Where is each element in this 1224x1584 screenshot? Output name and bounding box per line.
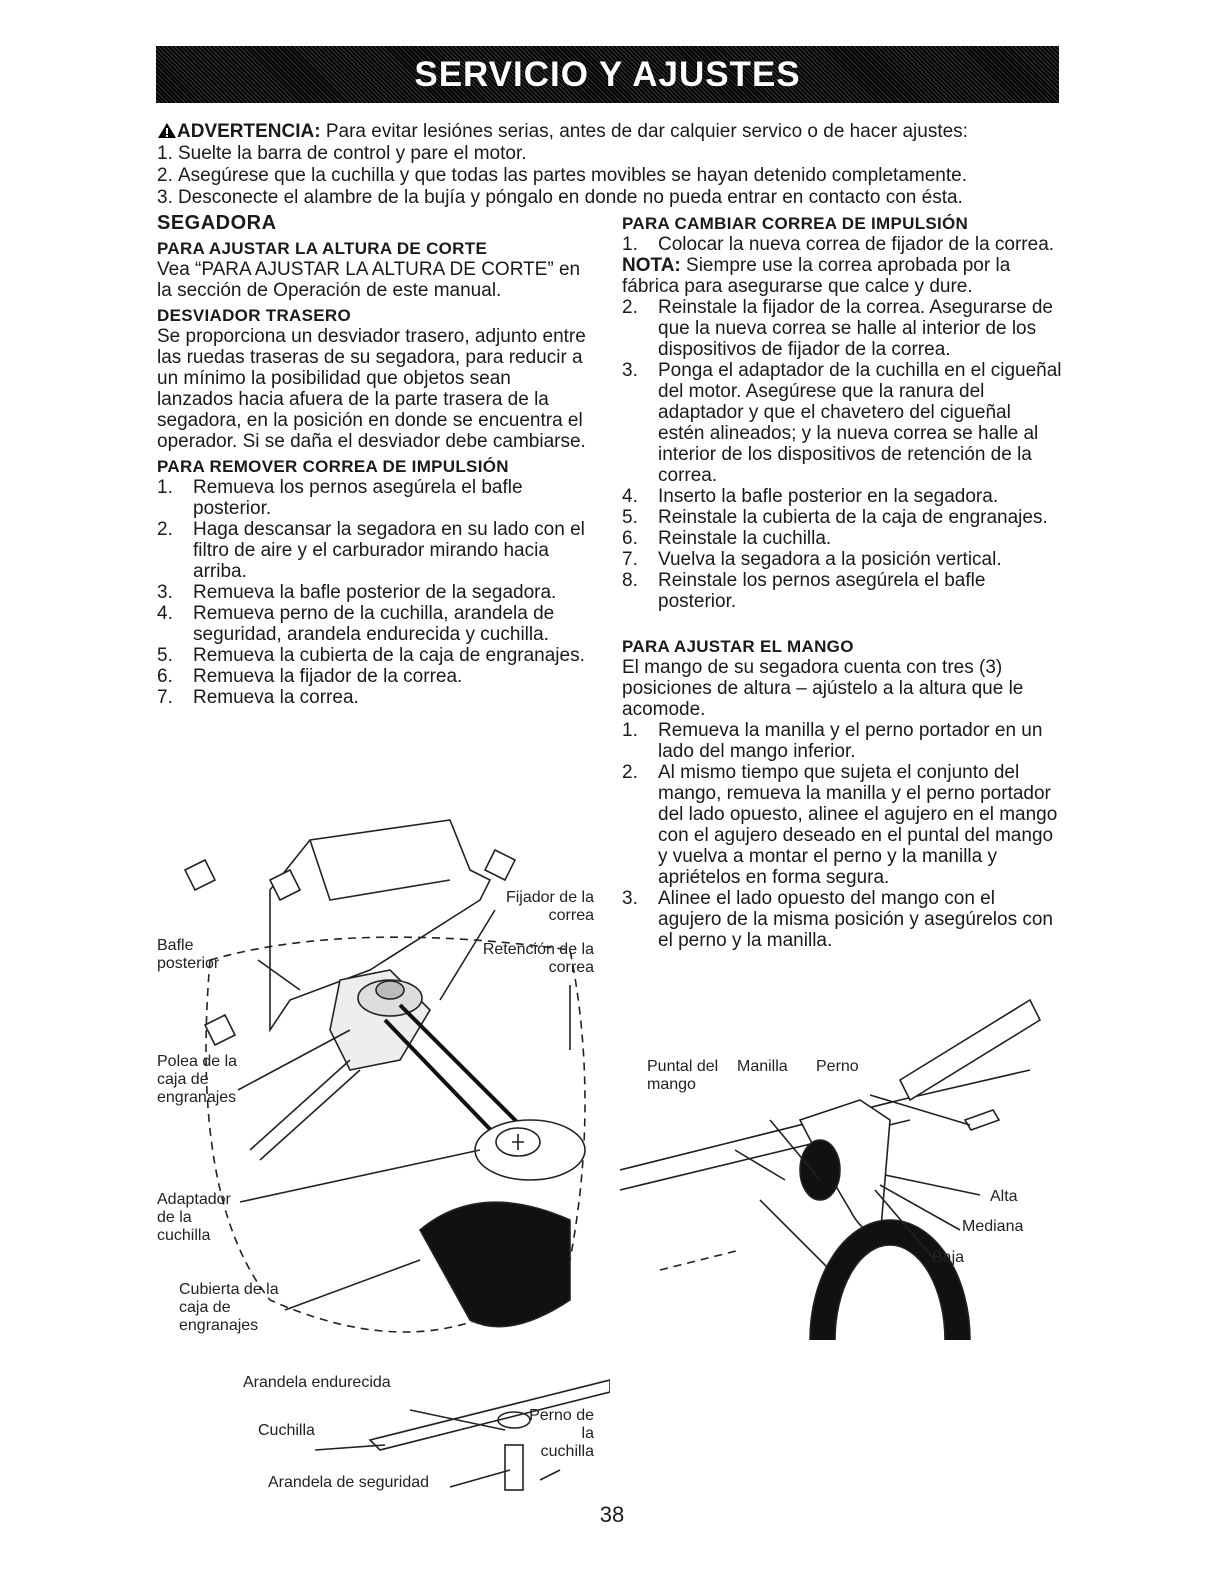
note-text: Siempre use la correa aprobada por la fábrica para asegurarse que calce y dure. — [622, 255, 1011, 297]
item-text: Desconecte el alambre de la bujía y póngalo en donde no pueda entrar en contacto con ésta. — [178, 187, 963, 208]
warning-item — [157, 143, 1062, 165]
step-text: Remueva los pernos asegúrela el bafle posterior. — [193, 477, 523, 519]
step-text: Remueva la cubierta de la caja de engranajes. — [193, 645, 585, 666]
change-belt-steps — [622, 297, 1062, 612]
warning-triangle-icon — [157, 122, 177, 139]
item-text: Asegúrese que la cuchilla y que todas las partes movibles se hayan detenido completamente. — [178, 165, 967, 186]
step-text: Reinstale la fijador de la correa. Asegurarse de que la nueva correa se halle al interior de los dispositivos de fijador de la correa. — [658, 297, 1054, 360]
list-item — [622, 360, 1062, 486]
item-number: 1. — [157, 143, 173, 164]
step-number: 3. — [622, 888, 638, 909]
step-text: Inserto la bafle posterior en la segadora. — [658, 486, 999, 507]
list-item — [622, 549, 1062, 570]
page-banner — [156, 46, 1059, 103]
step-text: Ponga el adaptador de la cuchilla en el cigueñal del motor. Asegúrese que la ranura del adaptador y que el chavetero del cigueñal estén alineados; y la nueva correa se halle al interior de los dispositivos de retención de la correa. — [658, 360, 1062, 486]
step-text: Vuelva la segadora a la posición vertical. — [658, 549, 1002, 570]
step-number: 6. — [622, 528, 638, 549]
page-title: SERVICIO Y AJUSTES — [414, 54, 801, 94]
note — [622, 255, 1062, 297]
warning-list — [157, 143, 1062, 209]
step-number: 8. — [622, 570, 638, 591]
step-number: 4. — [157, 603, 173, 624]
cubierta-label: Cubierta de la caja de engranajes — [179, 1281, 279, 1334]
remove-belt-steps — [157, 477, 589, 708]
step-text: Reinstale la cubierta de la caja de engranajes. — [658, 507, 1048, 528]
step-number: 4. — [622, 486, 638, 507]
list-item — [622, 297, 1062, 360]
list-item — [157, 645, 589, 666]
step-number: 1. — [622, 234, 638, 255]
baja-label: Baja — [932, 1249, 965, 1266]
list-item — [622, 507, 1062, 528]
list-item — [622, 570, 1062, 612]
step-number: 3. — [157, 582, 173, 603]
remove-belt-title: PARA REMOVER CORREA DE IMPULSIÓN — [157, 457, 509, 476]
retencion-label: Retención de la correa — [482, 941, 594, 976]
mediana-label: Mediana — [962, 1218, 1024, 1235]
deflector-text: Se proporciona un desviador trasero, adjunto entre las ruedas traseras de su segadora, para reducir a un mínimo la posibilidad que objetos sean lanzados hacia afuera de la parte trasera de la segadora, en la posición en donde se encuentra el operador. Si se daña el desviador debe cambiarse. — [157, 326, 586, 452]
step-text: Remueva la correa. — [193, 687, 359, 708]
list-item — [622, 528, 1062, 549]
arandela-seguridad-label: Arandela de seguridad — [268, 1474, 430, 1491]
step-number: 3. — [622, 360, 638, 381]
warning-block — [157, 121, 1062, 209]
perno-label: Perno de la cuchilla — [529, 1407, 594, 1460]
step-text: Reinstale los pernos asegúrela el bafle posterior. — [658, 570, 986, 612]
drive-belt-diagram — [150, 780, 610, 1500]
list-item — [622, 234, 1062, 255]
cuchilla-label: Cuchilla — [258, 1422, 315, 1439]
list-item — [157, 687, 589, 708]
puntal-label: Puntal del mango — [647, 1058, 719, 1093]
deflector-title: DESVIADOR TRASERO — [157, 306, 352, 325]
alta-label: Alta — [990, 1188, 1018, 1205]
step-number: 7. — [622, 549, 638, 570]
step-text: Remueva la bafle posterior de la segadora. — [193, 582, 557, 603]
fijador-label: Fijador de la correa — [505, 889, 594, 924]
change-belt-title: PARA CAMBIAR CORREA DE IMPULSIÓN — [622, 214, 969, 233]
list-item — [622, 720, 1062, 762]
warning-item — [157, 165, 1062, 187]
step-number: 5. — [622, 507, 638, 528]
step-text: Reinstale la cuchilla. — [658, 528, 832, 549]
arandela-endurecida-label: Arandela endurecida — [243, 1374, 391, 1391]
polea-label: Polea de la caja de engranajes — [157, 1053, 238, 1106]
step-text: Remueva perno de la cuchilla, arandela de seguridad, arandela endurecida y cuchilla. — [193, 603, 555, 645]
height-title: PARA AJUSTAR LA ALTURA DE CORTE — [157, 239, 488, 258]
step-number: 1. — [157, 477, 173, 498]
warning-item — [157, 187, 1062, 209]
item-number: 3. — [157, 187, 173, 208]
handle-text: El mango de su segadora cuenta con tres (3) posiciones de altura – ajústelo a la altura que le acomode. — [622, 657, 1024, 720]
item-number: 2. — [157, 165, 173, 186]
height-text: Vea “PARA AJUSTAR LA ALTURA DE CORTE” en la sección de Operación de este manual. — [157, 259, 581, 301]
step-number: 6. — [157, 666, 173, 687]
list-item — [157, 603, 589, 645]
change-belt-step1 — [622, 234, 1062, 255]
step-number: 1. — [622, 720, 638, 741]
step-number: 2. — [157, 519, 173, 540]
perno-handle-label: Perno — [816, 1058, 859, 1075]
list-item — [157, 477, 589, 519]
warning-text: Para evitar lesiónes serias, antes de dar calquier servico o de hacer ajustes: — [320, 121, 968, 142]
warning-label: ADVERTENCIA: — [177, 121, 321, 142]
step-text: Remueva la manilla y el perno portador en un lado del mango inferior. — [658, 720, 1043, 762]
bafle-label: Bafle posterior — [157, 937, 220, 972]
left-column — [157, 213, 589, 708]
step-number: 2. — [622, 762, 638, 783]
note-label: NOTA: — [622, 255, 681, 276]
step-text: Haga descansar la segadora en su lado con el filtro de aire y el carburador mirando hacia arriba. — [193, 519, 585, 582]
warning-intro — [157, 121, 1062, 143]
step-text: Colocar la nueva correa de fijador de la correa. — [658, 234, 1055, 255]
step-text: Remueva la fijador de la correa. — [193, 666, 463, 687]
manilla-label: Manilla — [737, 1058, 788, 1075]
step-number: 7. — [157, 687, 173, 708]
list-item — [622, 486, 1062, 507]
step-text: Alinee el lado opuesto del mango con el agujero de la misma posición y asegúrelos con el perno y la manilla. — [658, 888, 1053, 951]
list-item — [157, 519, 589, 582]
list-item — [157, 666, 589, 687]
step-text: Al mismo tiempo que sujeta el conjunto del mango, remueva la manilla y el perno portador del lado opuesto, alinee el agujero en el mango con el agujero deseado en el puntal del mango y vuelva a montar el perno y la manilla y apriételos en forma segura. — [658, 762, 1058, 888]
handle-title: PARA AJUSTAR EL MANGO — [622, 637, 854, 656]
item-text: Suelte la barra de control y pare el motor. — [178, 143, 527, 164]
section-title: SEGADORA — [157, 212, 277, 234]
page-number: 38 — [599, 1502, 625, 1527]
step-number: 5. — [157, 645, 173, 666]
adaptador-label: Adaptador de la cuchilla — [157, 1191, 231, 1244]
list-item — [157, 582, 589, 603]
step-number: 2. — [622, 297, 638, 318]
